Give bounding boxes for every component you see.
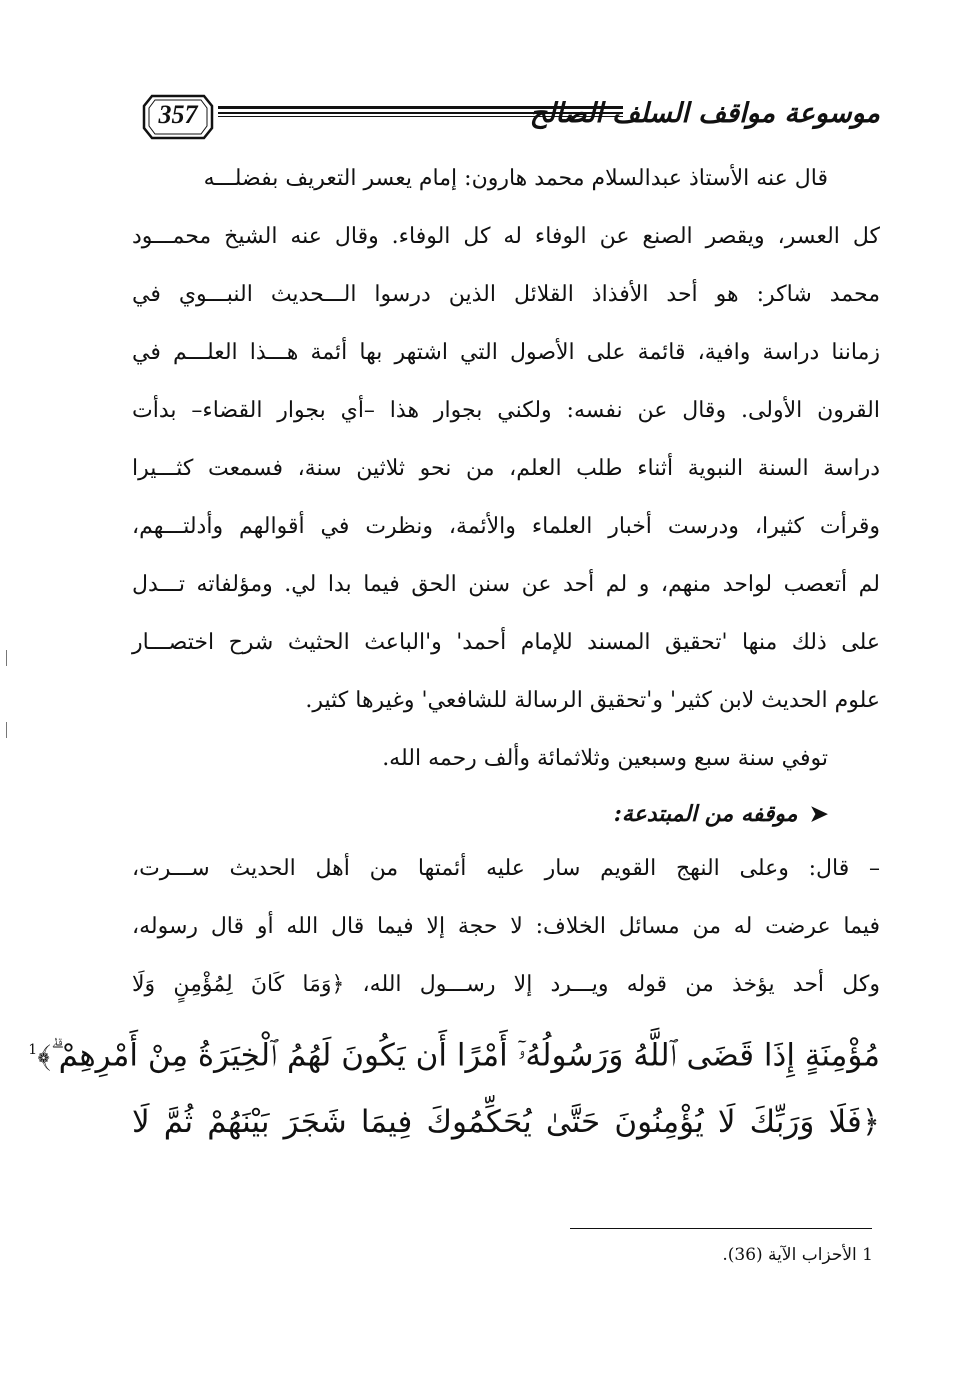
text-line: على ذلك منها 'تحقيق المسند للإمام أحمد' و'الباعث الحثيث شرح اختصـــار — [132, 630, 880, 655]
text-line: دراسة السنة النبوية أثناء طلب العلم، من نحو ثلاثين سنة، فسمعت كثـــيرا — [132, 456, 880, 481]
page-header — [140, 92, 880, 148]
text-line: كل العسر، ويقصر الصنع عن الوفاء له كل الوفاء. وقال عنه الشيخ محمـــود — [132, 224, 880, 249]
section-heading — [132, 788, 880, 840]
quran-verse-line — [28, 1014, 880, 1086]
text-line: وقرأت كثيرا، ودرست أخبار العلماء والأئمة، ونظرت في أقوالهم وأدلتـــهم، — [132, 514, 880, 539]
footnote-ref: 1 — [28, 1042, 38, 1058]
arrow-bullet-icon: ➤ — [809, 801, 828, 827]
text-line: قال عنه الأستاذ عبدالسلام محمد هارون: إمام يعسر التعريف بفضلـــه — [203, 166, 828, 191]
text-line: – قال: وعلى النهج القويم سار عليه أئمتها من أهل الحديث ســـرت، — [132, 856, 880, 881]
quran-verse-line: ﴿فَلَا وَرَبِّكَ لَا يُؤْمِنُونَ حَتَّىٰ يُحَكِّمُوكَ فِيمَا شَجَرَ بَيْنَهُمْ ثُمَّ لَا — [132, 1104, 880, 1140]
page-number: 357 — [158, 100, 198, 129]
margin-mark — [6, 650, 7, 666]
text-line: محمد شاكر: هو أحد الأفذاذ القلائل الذين درسوا الـــحديث النبـــوي في — [132, 282, 880, 307]
text-line: القرون الأولى. وقال عن نفسه: ولكني بجوار هذا –أي بجوار القضاء– بدأت — [132, 398, 880, 423]
main-text — [28, 150, 880, 1158]
margin-mark — [6, 722, 7, 738]
footnote: 1 الأحزاب الآية (36). — [722, 1245, 873, 1265]
book-title: موسوعة مواقف السلف الصالح — [529, 98, 880, 129]
text-line: وكل أحد يؤخذ من قوله ويـــرد إلا رســـول الله، ﴿وَمَا كَانَ لِمُؤْمِنٍ وَلَا — [132, 972, 880, 997]
page-number-badge — [140, 92, 216, 142]
text-line: زماننا دراسة وافية، قائمة على الأصول التي اشتهر بها أئمة هـــذا العلـــم في — [132, 340, 880, 365]
section-heading-text: موقفه من المبتدعة: — [613, 801, 798, 827]
text-line: لم أتعصب لواحد منهم، و لم أحد عن سنن الحق فيما بدا لي. ومؤلفاته تـــدل — [132, 572, 880, 597]
death-line: توفي سنة سبع وسبعين وثلاثمائة وألف رحمه الله. — [382, 746, 828, 771]
text-line: فيما عرضت له من مسائل الخلاف: لا حجة إلا فيما قال الله أو قال رسوله، — [132, 914, 880, 939]
quran-verse-text: مُؤْمِنَةٍ إِذَا قَضَى ٱللَّهُ وَرَسُولُهُۥٓ أَمْرًا أَن يَكُونَ لَهُمُ ٱلْخِيَرَةُ مِنْ أَمْرِهِمْ ۗ﴾ — [37, 1037, 880, 1074]
footnote-separator — [570, 1228, 872, 1229]
text-line: علوم الحديث لابن كثير' و'تحقيق الرسالة للشافعي' وغيرها كثير. — [305, 688, 880, 713]
